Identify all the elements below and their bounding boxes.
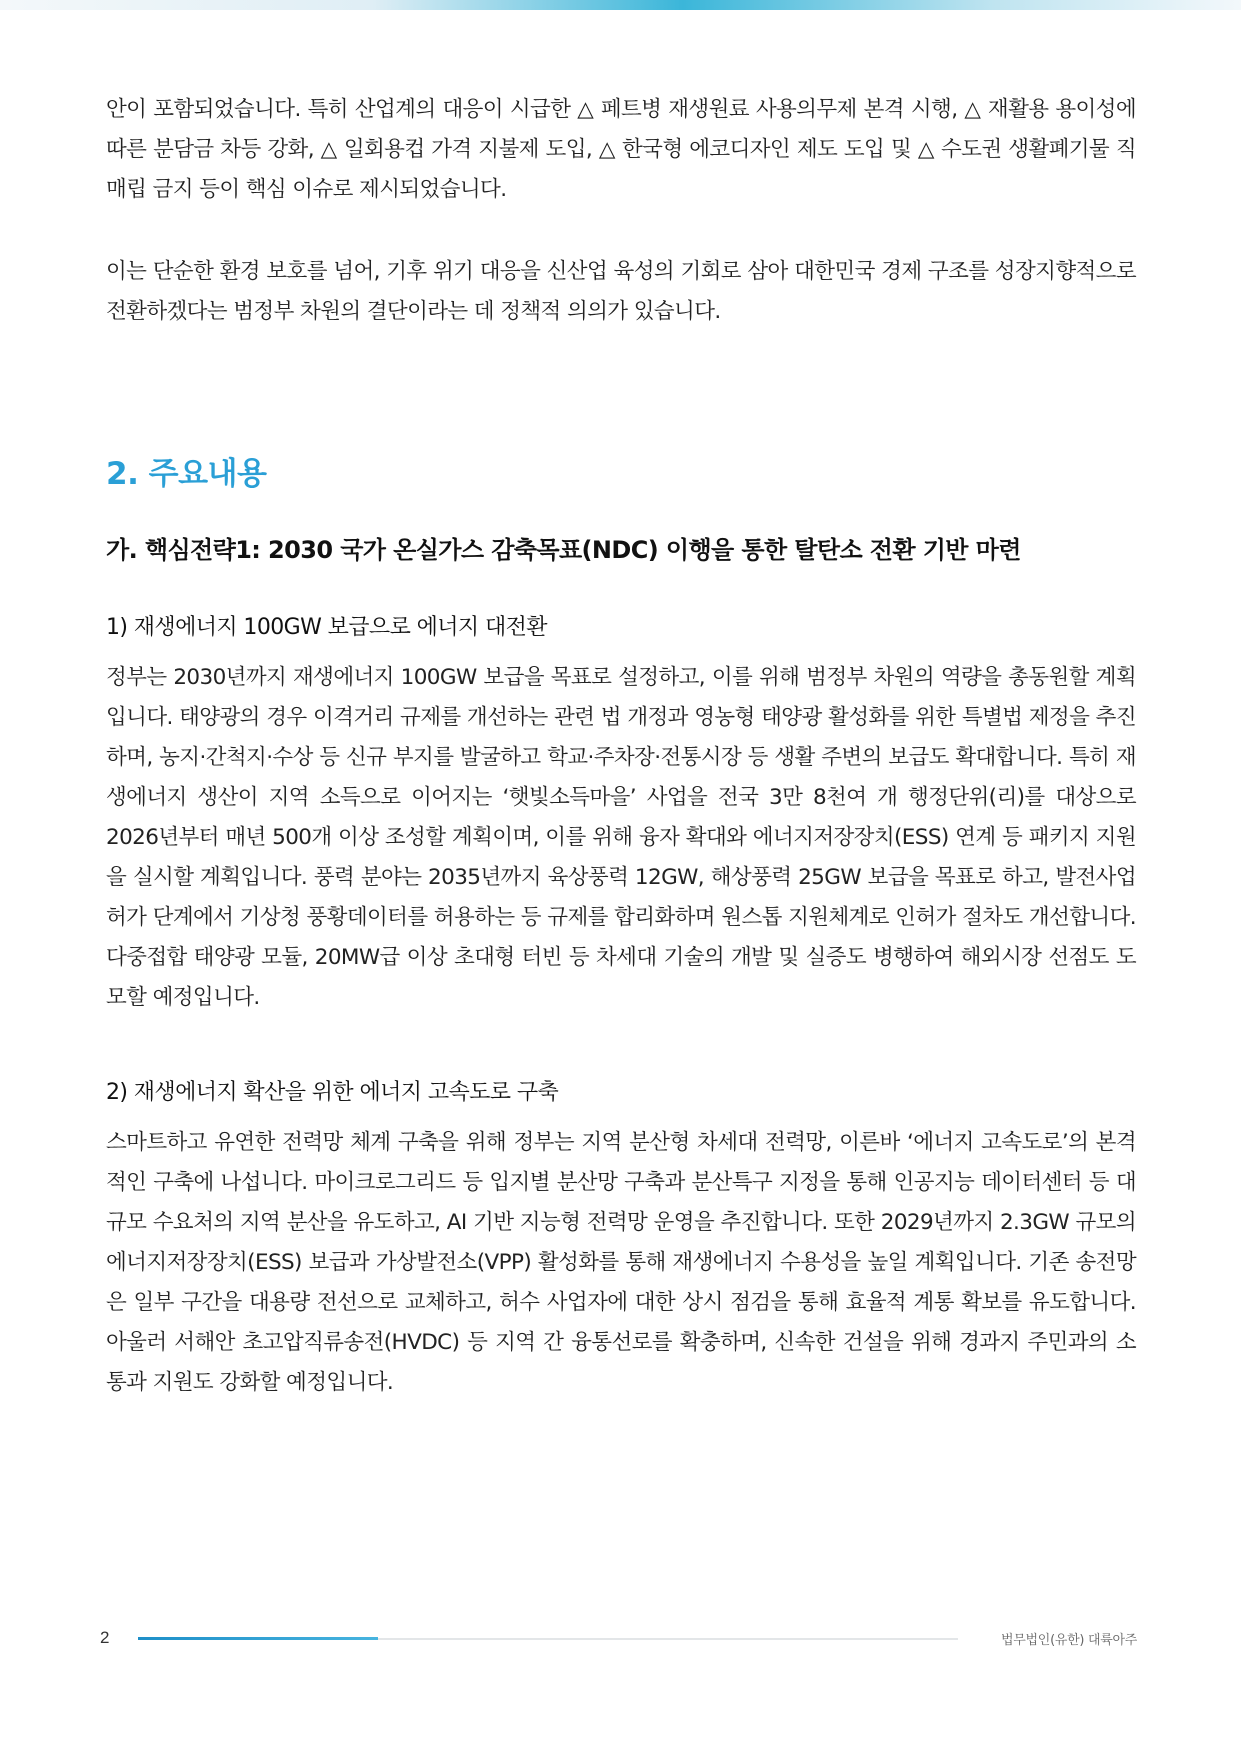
item-1-body: 정부는 2030년까지 재생에너지 100GW 보급을 목표로 설정하고, 이를 위해 범정부 차원의 역량을 총동원할 계획입니다. 태양광의 경우 이격거리 규제를 개선하는 관련 법 개정과 영농형 태양광 활성화를 위한 특별법 제정을 추진하며, 농지·간척지·수상 등 신규 부지를 발굴하고 학교·주차장·전통시장 등 생활 주변의 보급도 확대합니다. 특히 재생에너지 생산이 지역 소득으로 이어지는 ‘햇빛소득마을’ 사업을 전국 3만 8천여 개 행정단위(리)를 대상으로 2026년부터 매년 500개 이상 조성할 계획이며, 이를 위해 융자 확대와 에너지저장장치(ESS) 연계 등 패키지 지원을 실시할 계획입니다. 풍력 분야는 2035년까지 육상풍력 12GW, 해상풍력 25GW 보급을 목표로 하고, 발전사업 허가 단계에서 기상청 풍황데이터를 허용하는 등 규제를 합리화하며 원스톱 지원체계로 인허가 절차도 개선합니다. 다중접합 태양광 모듈, 20MW급 이상 초대형 터빈 등 차세대 기술의 개발 및 실증도 병행하여 해외시장 선점도 도모할 예정입니다. bbox=[106, 665, 1136, 1010]
page-footer bbox=[0, 1620, 1241, 1660]
footer-divider-accent bbox=[138, 1637, 378, 1640]
top-gradient-bar bbox=[0, 0, 1241, 10]
intro-paragraph: 안이 포함되었습니다. 특히 산업계의 대응이 시급한 △ 페트병 재생원료 사용의무제 본격 시행, △ 재활용 용이성에 따른 분담금 차등 강화, △ 일회용컵 가격 지불제 도입, △ 한국형 에코디자인 제도 도입 및 △ 수도권 생활폐기물 직매립 금지 등이 핵심 이슈로 제시되었습니다. bbox=[106, 97, 1136, 202]
firm-name: 법무법인(유한) 대륙아주 bbox=[1001, 1633, 1137, 1648]
page-number: 2 bbox=[100, 1628, 110, 1647]
strategy-heading: 가. 핵심전략1: 2030 국가 온실가스 감축목표(NDC) 이행을 통한 탈탄소 전환 기반 마련 bbox=[106, 536, 1021, 564]
item-2-body: 스마트하고 유연한 전력망 체계 구축을 위해 정부는 지역 분산형 차세대 전력망, 이른바 ‘에너지 고속도로’의 본격적인 구축에 나섭니다. 마이크로그리드 등 입지별 분산망 구축과 분산특구 지정을 통해 인공지능 데이터센터 등 대규모 수요처의 지역 분산을 유도하고, AI 기반 지능형 전력망 운영을 추진합니다. 또한 2029년까지 2.3GW 규모의 에너지저장장치(ESS) 보급과 가상발전소(VPP) 활성화를 통해 재생에너지 수용성을 높일 계획입니다. 기존 송전망은 일부 구간을 대용량 전선으로 교체하고, 허수 사업자에 대한 상시 점검을 통해 효율적 계통 확보를 유도합니다. 아울러 서해안 초고압직류송전(HVDC) 등 지역 간 융통선로를 확충하며, 신속한 건설을 위해 경과지 주민과의 소통과 지원도 강화할 예정입니다. bbox=[106, 1130, 1136, 1395]
section-title: 2. 주요내용 bbox=[106, 456, 267, 492]
intro-paragraph-2: 이는 단순한 환경 보호를 넘어, 기후 위기 대응을 신산업 육성의 기회로 삼아 대한민국 경제 구조를 성장지향적으로 전환하겠다는 범정부 차원의 결단이라는 데 정책적 의의가 있습니다. bbox=[106, 259, 1136, 324]
item-2-heading: 2) 재생에너지 확산을 위한 에너지 고속도로 구축 bbox=[106, 1080, 559, 1105]
item-1-heading: 1) 재생에너지 100GW 보급으로 에너지 대전환 bbox=[106, 615, 547, 640]
